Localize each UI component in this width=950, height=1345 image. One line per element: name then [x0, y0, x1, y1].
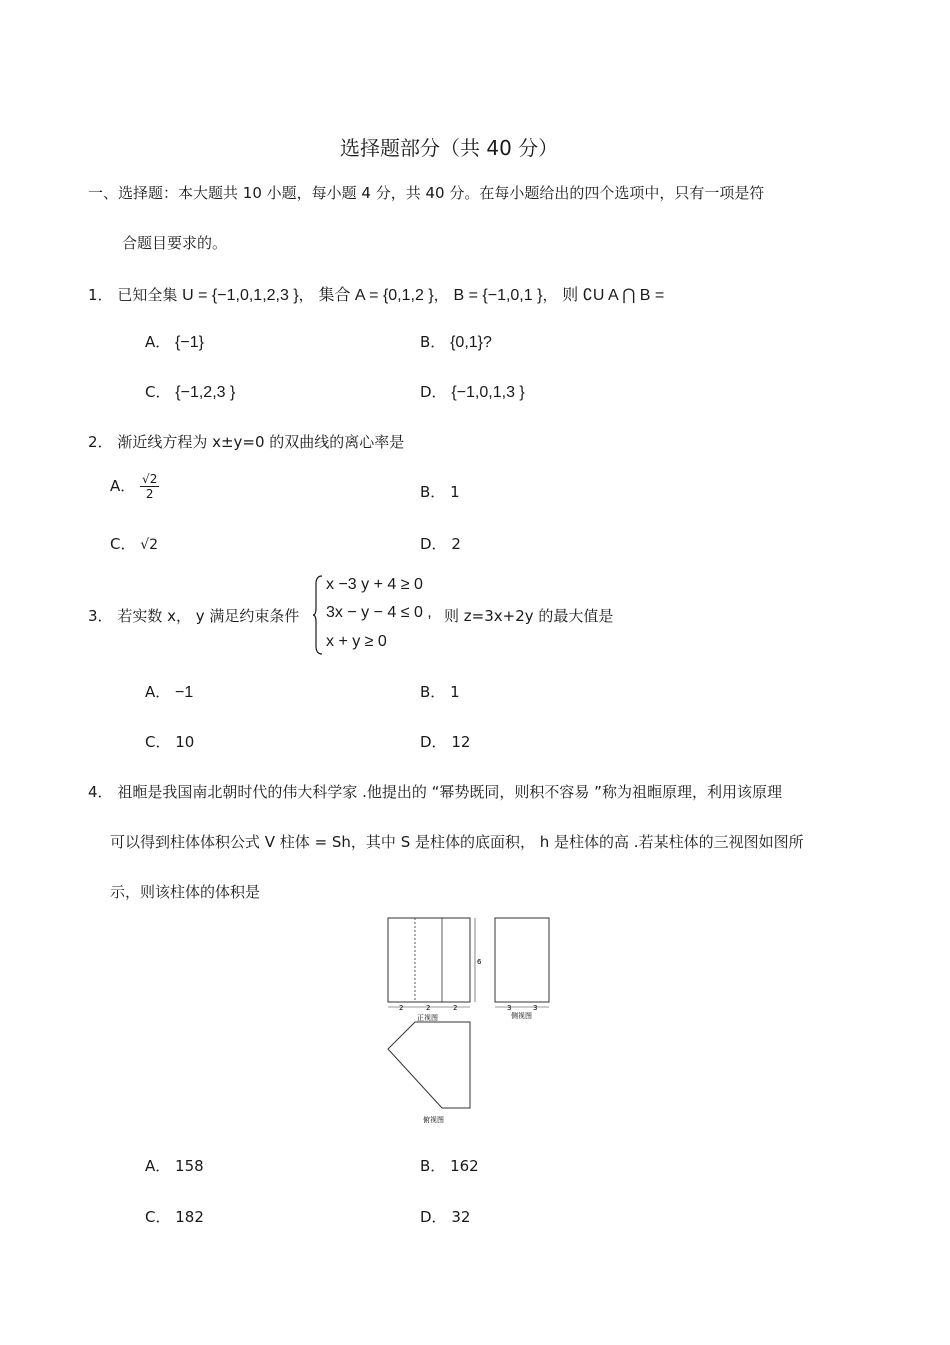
question-1 — [88, 282, 664, 305]
option-value: {0,1}? — [450, 334, 492, 351]
option-label: B． — [420, 333, 446, 351]
fraction-numerator: √2 — [142, 472, 158, 486]
option-label: A． — [145, 333, 171, 351]
option-label: A． — [145, 1157, 171, 1175]
front-view-label: 正视图 — [417, 1014, 438, 1022]
constraint-3: x + y ≥ 0 — [326, 633, 387, 650]
question-2-text: 渐近线方程为 x±y=0 的双曲线的离心率是 — [117, 433, 405, 451]
left-brace — [312, 574, 324, 656]
option-label: D． — [420, 733, 447, 751]
question-number: 4． — [88, 783, 113, 801]
option-value: {−1} — [175, 334, 204, 351]
question-1-set-b: B = {−1,0,1 } — [453, 287, 543, 304]
dim-side-1: 3 — [507, 1004, 512, 1012]
instructions-line-2: 合题目要求的。 — [122, 234, 228, 252]
option-label: B． — [420, 1157, 446, 1175]
option-label: D． — [420, 1208, 447, 1226]
option-value: 182 — [175, 1208, 204, 1226]
option-value: 10 — [175, 733, 195, 751]
dim-front-1: 2 — [399, 1004, 404, 1012]
q1-option-d — [420, 381, 525, 402]
question-1-ask: 则 ∁U A ⋂ B = — [562, 287, 665, 304]
option-value: 1 — [450, 683, 460, 701]
instructions-line-1: 一、选择题：本大题共 10 小题，每小题 4 分，共 40 分。在每小题给出的四个选项中，只有一项是符 — [88, 184, 765, 202]
constraint-2: 3x − y − 4 ≤ 0 , — [326, 604, 432, 621]
question-3-prefix: 若实数 x， y 满足约束条件 — [117, 607, 300, 625]
option-value: −1 — [175, 684, 194, 701]
section-title: 选择题部分（共 40 分） — [340, 136, 559, 160]
option-value: 158 — [175, 1157, 204, 1175]
question-number: 2． — [88, 433, 113, 451]
q4-option-b — [420, 1155, 479, 1176]
dim-height: 6 — [477, 958, 482, 966]
option-label: A． — [145, 683, 171, 701]
option-value: {−1,0,1,3 } — [451, 384, 525, 401]
q3-option-c — [145, 731, 194, 752]
option-label: A． — [110, 477, 136, 495]
q2-option-d — [420, 533, 461, 554]
question-4-text-1: 祖暅是我国南北朝时代的伟大科学家 .他提出的 “幂势既同，则积不容易 ”称为祖暅原理，利用该原理 — [117, 783, 782, 801]
q4-option-c — [145, 1206, 204, 1227]
option-value: 2 — [451, 535, 461, 553]
q4-option-a — [145, 1155, 204, 1176]
q1-option-b — [420, 331, 492, 352]
separator: ， — [542, 286, 558, 304]
question-1-universe: U = {−1,0,1,2,3 } — [182, 287, 299, 304]
question-number: 1． — [88, 286, 113, 304]
q3-option-b — [420, 681, 460, 702]
option-value: 12 — [451, 733, 471, 751]
question-number: 3． — [88, 607, 113, 625]
option-label: B． — [420, 683, 446, 701]
question-4-line-3: 示，则该柱体的体积是 — [110, 883, 261, 901]
front-view — [388, 918, 482, 1022]
option-label: D． — [420, 383, 447, 401]
option-value: {−1,2,3 } — [175, 384, 236, 401]
option-label: B． — [420, 483, 446, 501]
q3-option-d — [420, 731, 470, 752]
q2-option-b — [420, 481, 460, 502]
option-value: √2 — [140, 537, 159, 553]
brace-icon — [312, 574, 324, 656]
option-value: 32 — [451, 1208, 471, 1226]
separator: ， — [433, 286, 449, 304]
separator: ， — [298, 286, 314, 304]
q1-option-a — [145, 331, 204, 352]
question-4-line-2: 可以得到柱体体积公式 V 柱体 = Sh，其中 S 是柱体的底面积， h 是柱体的高 .若某柱体的三视图如图所 — [110, 833, 804, 851]
option-label: C． — [110, 535, 136, 553]
three-view-figure — [383, 914, 553, 1128]
option-label: C． — [145, 1208, 171, 1226]
q3-option-a — [145, 681, 193, 702]
question-4-line-1 — [88, 781, 782, 802]
option-value: 162 — [450, 1157, 479, 1175]
question-3-prefix-line — [88, 605, 299, 626]
q2-option-a — [110, 472, 159, 501]
side-view — [495, 918, 549, 1020]
q1-option-c — [145, 381, 235, 402]
option-label: C． — [145, 733, 171, 751]
option-label: D． — [420, 535, 447, 553]
dim-front-2: 2 — [426, 1004, 431, 1012]
q4-option-d — [420, 1206, 470, 1227]
question-1-set-a: 集合 A = {0,1,2 } — [318, 287, 434, 304]
option-label: C． — [145, 383, 171, 401]
question-2 — [88, 431, 404, 452]
fraction-denominator: 2 — [145, 487, 154, 501]
option-value: 1 — [450, 483, 460, 501]
side-view-label: 侧视图 — [511, 1012, 532, 1020]
top-view — [388, 1022, 470, 1124]
dim-side-2: 3 — [533, 1004, 538, 1012]
top-view-label: 俯视图 — [423, 1116, 444, 1124]
question-3-ask: 则 z=3x+2y 的最大值是 — [444, 607, 614, 625]
fraction — [140, 472, 159, 501]
question-1-prefix: 已知全集 — [117, 286, 178, 304]
q2-option-c — [110, 533, 158, 554]
constraint-1: x −3 y + 4 ≥ 0 — [326, 576, 423, 593]
dim-front-3: 2 — [453, 1004, 458, 1012]
